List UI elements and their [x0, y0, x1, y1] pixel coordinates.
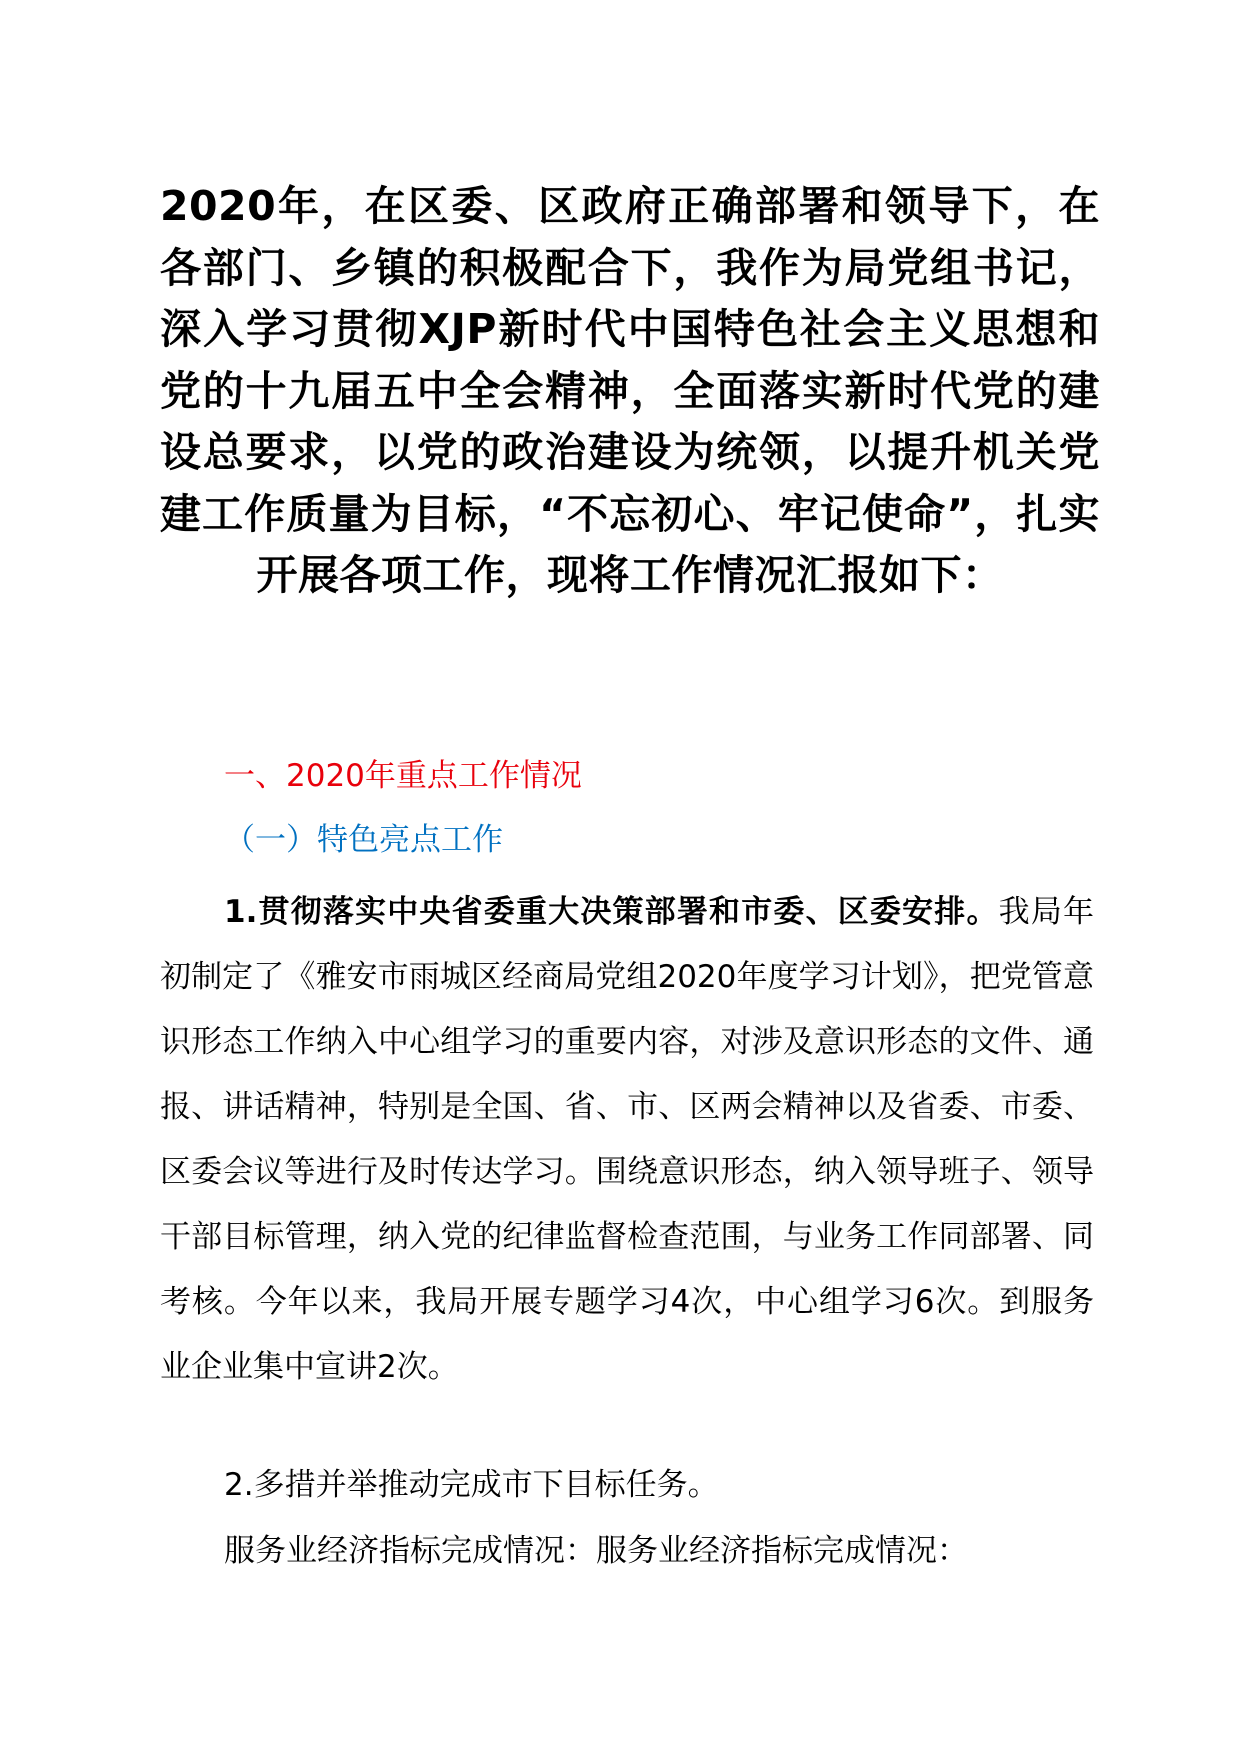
paragraph-body: 我局年初制定了《雅安市雨城区经商局党组2020年度学习计划》，把党管意识形态工作纳入中心组学习的重要内容，对涉及意识形态的文件、通报、讲话精神，特别是全国、省、市、区两会精神以及省委、市委、区委会议等进行及时传达学习。围绕意识形态，纳入领导班子、领导干部目标管理，纳入党的纪律监督检查范围，与业务工作同部署、同考核。今年以来，我局开展专题学习4次，中心组学习6次。到服务业企业集中宣讲2次。	[160, 894, 1095, 1385]
subsection-heading: （一）特色亮点工作	[224, 822, 503, 858]
body-paragraph-3: 服务业经济指标完成情况：服务业经济指标完成情况：	[224, 1533, 968, 1569]
body-paragraph-2: 2.多措并举推动完成市下目标任务。	[224, 1467, 719, 1503]
intro-paragraph: 2020年，在区委、区政府正确部署和领导下，在各部门、乡镇的积极配合下，我作为局党组书记，深入学习贯彻XJP新时代中国特色社会主义思想和党的十九届五中全会精神，全面落实新时代党的建设总要求，以党的政治建设为统领，以提升机关党建工作质量为目标，“不忘初心、牢记使命”，扎实开展各项工作，现将工作情况汇报如下：	[160, 182, 1100, 599]
section-heading: 一、2020年重点工作情况	[224, 758, 582, 794]
body-paragraph-1	[160, 880, 1094, 1400]
paragraph-lead: 1.贯彻落实中央省委重大决策部署和市委、区委安排。	[224, 894, 999, 930]
